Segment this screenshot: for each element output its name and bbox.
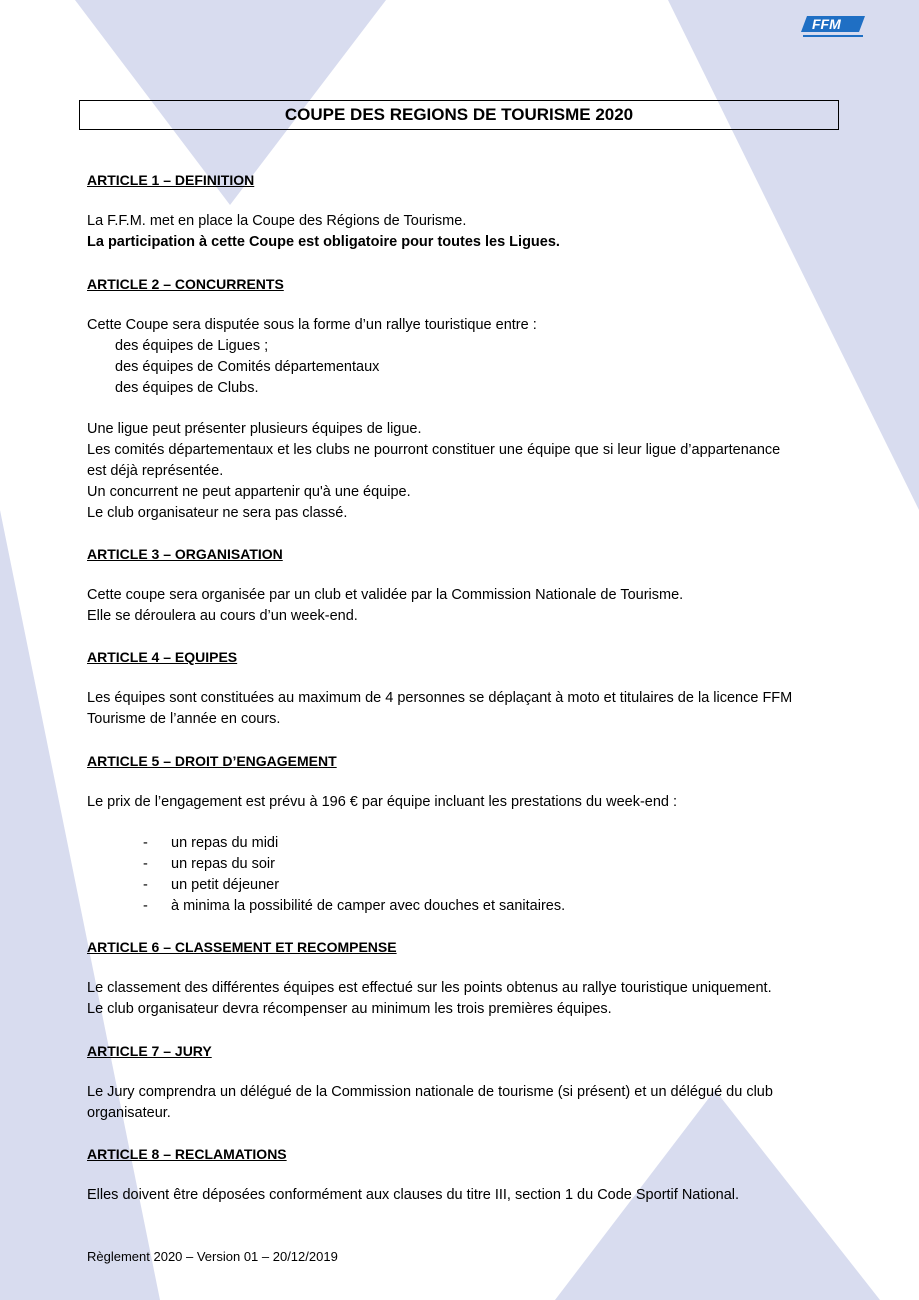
article-2-body: Une ligue peut présenter plusieurs équipes de ligue. Les comités départementaux et les clubs ne pourront constituer une équipe que si leur ligue d’appartenance est déjà représentée. Un concurrent ne peut appartenir qu'à une équipe. Le club organisateur ne sera pas classé.	[87, 421, 781, 521]
list-item: des équipes de Clubs.	[115, 380, 259, 396]
svg-text:FFM: FFM	[812, 16, 841, 32]
article-6-heading: ARTICLE 6 – CLASSEMENT ET RECOMPENSE	[87, 939, 397, 955]
article-8-body: Elles doivent être déposées conformément aux clauses du titre III, section 1 du Code Sportif National.	[87, 1187, 740, 1203]
article-5-bullets	[143, 833, 565, 917]
article-4-body: Les équipes sont constituées au maximum de 4 personnes se déplaçant à moto et titulaires de la licence FFM Tourisme de l’année en cours.	[87, 690, 793, 727]
document-title: COUPE DES REGIONS DE TOURISME 2020	[79, 100, 839, 130]
article-2-intro: Cette Coupe sera disputée sous la forme d’un rallye touristique entre : des équipes de Ligues ; des équipes de Comités départementaux des équipes de Clubs.	[87, 315, 537, 399]
list-item: - à minima la possibilité de camper avec douches et sanitaires.	[143, 898, 566, 914]
ffm-logo-icon	[801, 14, 867, 42]
article-5-body: Le prix de l’engagement est prévu à 196 € par équipe incluant les prestations du week-end :	[87, 794, 678, 810]
article-2-heading: ARTICLE 2 – CONCURRENTS	[87, 276, 284, 292]
ffm-logo	[801, 14, 867, 42]
article-8-heading: ARTICLE 8 – RECLAMATIONS	[87, 1146, 287, 1162]
article-1-body: La F.F.M. met en place la Coupe des Régions de Tourisme. La participation à cette Coupe est obligatoire pour toutes les Ligues.	[87, 213, 560, 250]
article-3-body: Cette coupe sera organisée par un club et validée par la Commission Nationale de Tourisme. Elle se déroulera au cours d’un week-end.	[87, 587, 684, 624]
article-1-heading: ARTICLE 1 – DEFINITION	[87, 172, 255, 188]
list-item: - un repas du midi	[143, 835, 279, 851]
list-item: des équipes de Comités départementaux	[115, 359, 380, 375]
article-7-body: Le Jury comprendra un délégué de la Commission nationale de tourisme (si présent) et un délégué du club organisateur.	[87, 1084, 773, 1121]
article-7-heading: ARTICLE 7 – JURY	[87, 1043, 212, 1059]
article-5-heading: ARTICLE 5 – DROIT D’ENGAGEMENT	[87, 753, 337, 769]
article-6-body: Le classement des différentes équipes est effectué sur les points obtenus au rallye touristique uniquement. Le club organisateur devra récompenser au minimum les trois premières équipes.	[87, 980, 772, 1017]
article-3-heading: ARTICLE 3 – ORGANISATION	[87, 546, 283, 562]
article-4-heading: ARTICLE 4 – EQUIPES	[87, 649, 238, 665]
footer-version: Règlement 2020 – Version 01 – 20/12/2019	[87, 1249, 338, 1264]
list-item: des équipes de Ligues ;	[115, 338, 269, 354]
list-item: - un petit déjeuner	[143, 877, 280, 893]
list-item: - un repas du soir	[143, 856, 275, 872]
